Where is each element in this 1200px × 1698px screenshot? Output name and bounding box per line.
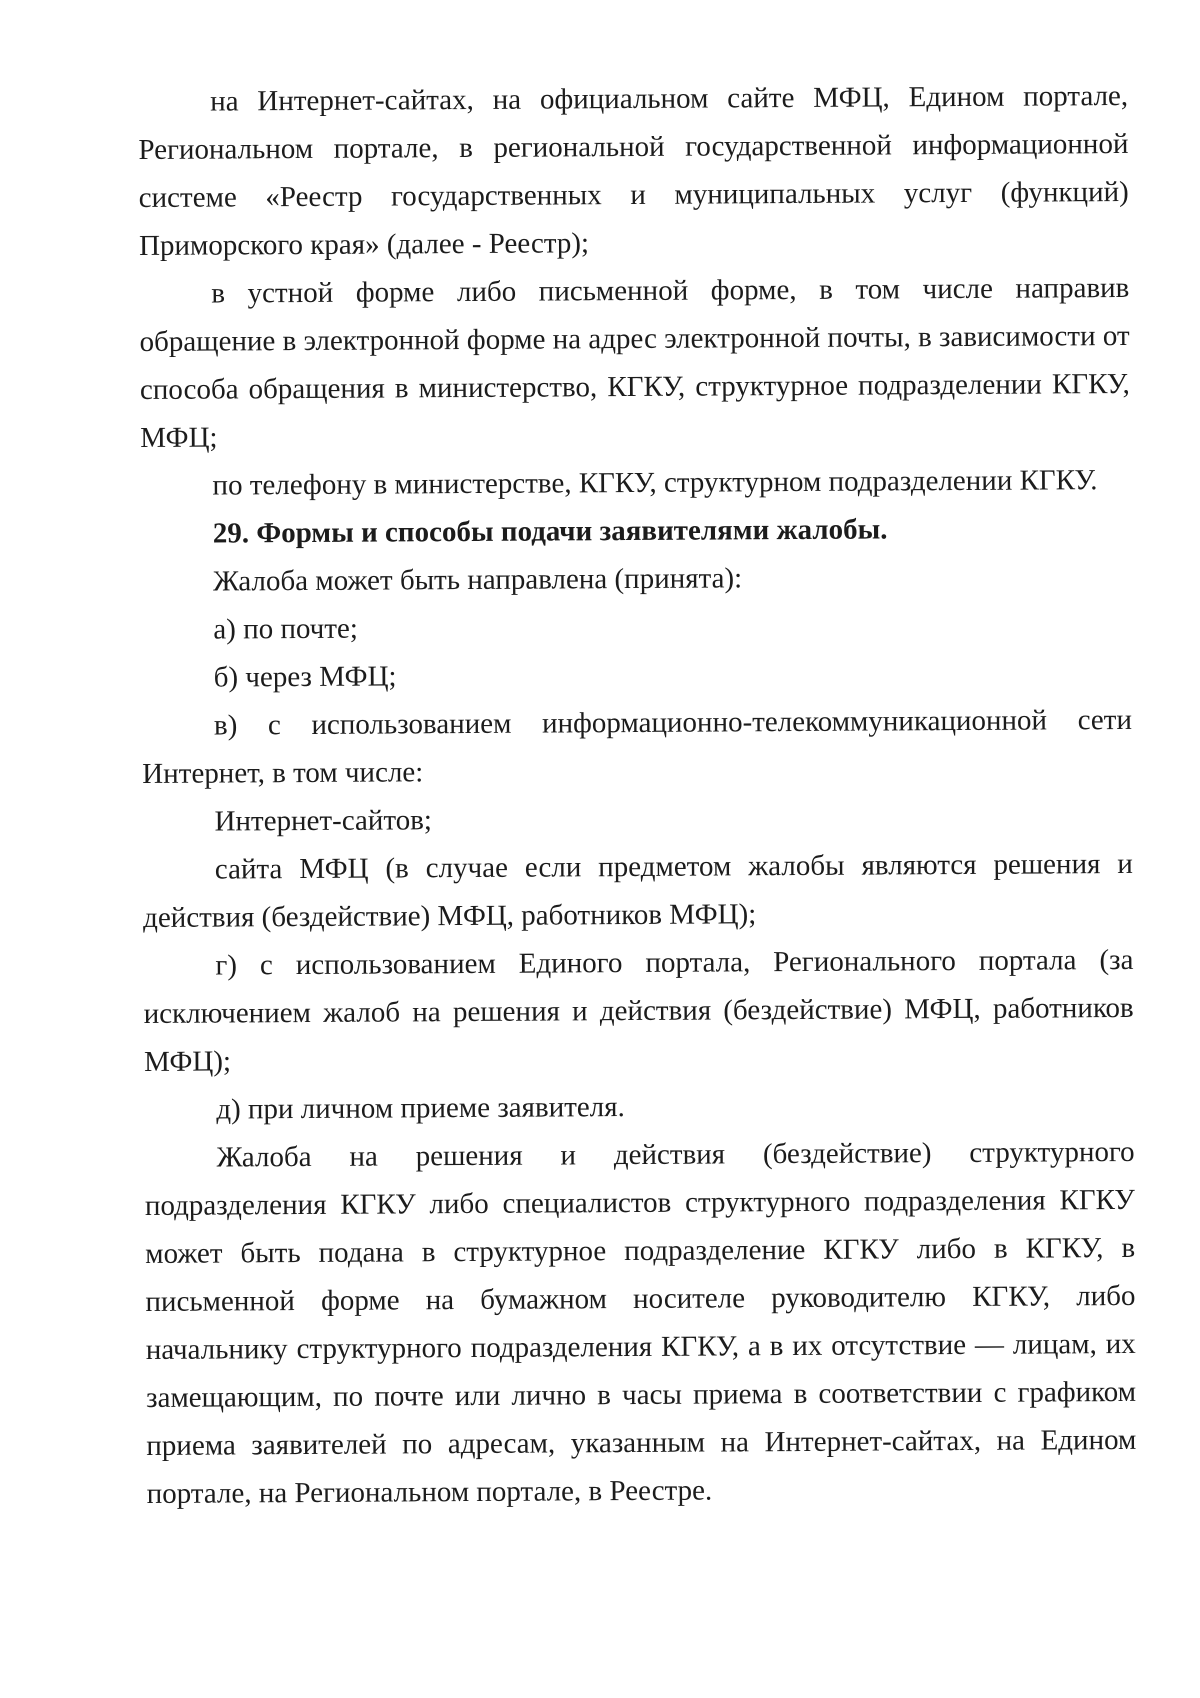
list-item-personal: д) при личном приеме заявителя. xyxy=(216,1091,625,1126)
paragraph-info-websites: на Интернет-сайтах, на официальном сайте МФЦ, Едином портале, Региональном портале, в региональной государственной информационной системе «Реестр государственных и муниципальных услуг (функций) Приморского края» (далее - Реестр); xyxy=(138,79,1129,262)
list-item-websites: Интернет-сайтов; xyxy=(214,804,433,838)
paragraph-info-phone: по телефону в министерстве, КГКУ, структурном подразделении КГКУ. xyxy=(212,464,1098,502)
list-item-portals: г) с использованием Единого портала, Регионального портала (за исключением жалоб на решения и действия (бездействие) МФЦ, работников МФЦ); xyxy=(143,943,1134,1078)
list-item-mfc: б) через МФЦ; xyxy=(213,660,397,694)
list-item-mail: а) по почте; xyxy=(213,612,358,646)
section-heading: 29. Формы и способы подачи заявителями жалобы. xyxy=(212,513,888,550)
list-item-internet: в) с использованием информационно-телекоммуникационной сети Интернет, в том числе: xyxy=(142,703,1133,790)
paragraph-info-oral-written: в устной форме либо письменной форме, в том числе направив обращение в электронной форме на адрес электронной почты, в зависимости от способа обращения в министерство, КГКУ, структурное подразделении КГКУ, МФЦ; xyxy=(139,271,1130,454)
paragraph-intro: Жалоба может быть направлена (принята): xyxy=(212,562,743,598)
list-item-mfc-site: сайта МФЦ (в случае если предметом жалобы являются решения и действия (бездействие) МФЦ, работников МФЦ); xyxy=(143,847,1133,934)
paragraph-closing: Жалоба на решения и действия (бездействие) структурного подразделения КГКУ либо специалистов структурного подразделения КГКУ может быть подана в структурное подразделение КГКУ либо в КГКУ, в письменной форме на бумажном носителе руководителю КГКУ, либо начальнику структурного подразделения КГКУ, а в их отсутствие — лицам, их замещающим, по почте или лично в часы приема в соответствии с графиком приема заявителей по адресам, указанным на Интернет-сайтах, на Едином портале, на Региональном портале, в Реестре. xyxy=(144,1135,1137,1510)
document-body xyxy=(138,72,1137,1518)
